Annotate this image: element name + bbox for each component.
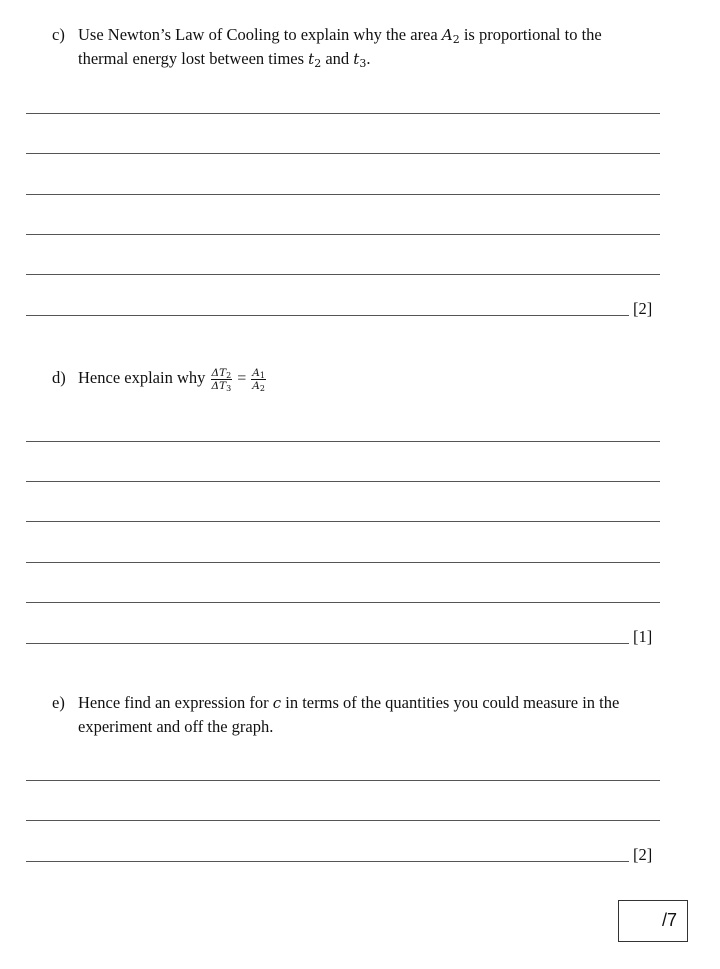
variable-c: c <box>272 694 282 712</box>
question-c <box>52 23 672 71</box>
answer-line <box>26 780 660 781</box>
total-marks: /7 <box>661 910 677 930</box>
question-text: Hence explain why $\frac{\Delta T_2}{\Delta T_3}$ = $\frac{A_1}{A_2}$ <box>78 366 265 393</box>
answer-line <box>26 441 660 442</box>
question-e <box>52 691 672 739</box>
variable-a2: $A_2$ <box>441 26 460 46</box>
marks-label: [1] <box>633 627 653 646</box>
question-label: e) <box>52 693 65 712</box>
total-marks-box <box>618 900 688 942</box>
answer-line <box>26 274 660 275</box>
fraction-areas: $\frac{A_1}{A_2}$ <box>252 366 265 393</box>
question-label: d) <box>52 368 66 387</box>
question-label: c) <box>52 25 65 44</box>
answer-line <box>26 562 660 563</box>
question-text: Use Newton’s Law of Cooling to explain why the area $A_2$ is proportional to the thermal energy lost between times $t_2$ and $t_3$. <box>78 25 602 70</box>
question-d <box>52 366 672 392</box>
variable-t2: $t_2$ <box>308 50 322 70</box>
fraction-delta-t: $\frac{\Delta T_2}{\Delta T_3}$ <box>211 366 232 393</box>
answer-line <box>26 521 660 522</box>
answer-line <box>26 861 629 862</box>
answer-line <box>26 820 660 821</box>
answer-line <box>26 194 660 195</box>
equals-sign: = <box>237 370 247 388</box>
answer-line <box>26 315 629 316</box>
answer-line <box>26 153 660 154</box>
marks-label: [2] <box>633 845 653 864</box>
answer-line <box>26 602 660 603</box>
answer-line <box>26 643 629 644</box>
answer-line <box>26 481 660 482</box>
question-text: Hence find an expression for c in terms of the quantities you could measure in the experiment and off the graph. <box>78 693 620 736</box>
answer-line <box>26 234 660 235</box>
variable-t3: $t_3$ <box>353 50 367 70</box>
answer-line <box>26 113 660 114</box>
marks-label: [2] <box>633 299 653 318</box>
